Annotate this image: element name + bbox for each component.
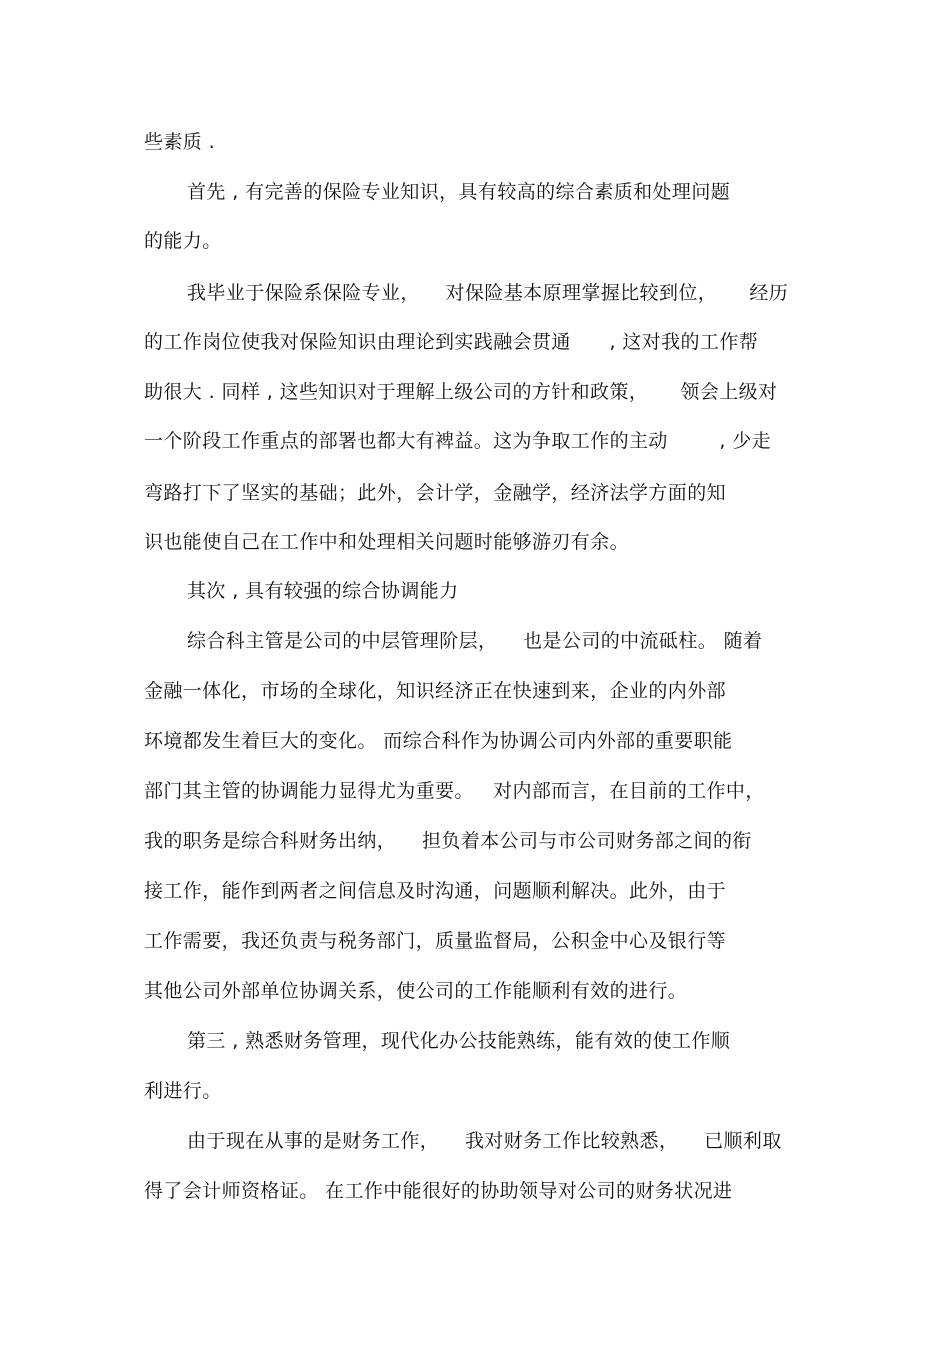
text-line: 些素质 .	[144, 131, 216, 153]
text-line: 部门其主管的协调能力显得尤为重要。 对内部而言，在目前的工作中，	[144, 780, 765, 802]
text-line: 综合科主管是公司的中层管理阶层， 也是公司的中流砥柱。 随着	[187, 630, 763, 652]
text-line: 我毕业于保险系保险专业， 对保险基本原理掌握比较到位， 经历	[187, 282, 789, 304]
text-line: 助很大 . 同样 , 这些知识对于理解上级公司的方针和政策， 领会上级对	[144, 381, 778, 403]
text-line: 一个阶段工作重点的部署也都大有裨益。这为争取工作的主动 , 少走	[144, 430, 771, 452]
text-line: 首先 , 有完善的保险专业知识，具有较高的综合素质和处理问题	[187, 181, 731, 203]
text-line: 工作需要，我还负责与税务部门，质量监督局，公积金中心及银行等	[144, 930, 727, 952]
text-line: 我的职务是综合科财务出纳， 担负着本公司与市公司财务部之间的衔	[144, 830, 752, 852]
text-line: 的能力。	[144, 230, 222, 252]
text-line: 识也能使自己在工作中和处理相关问题时能够游刃有余。	[144, 531, 630, 553]
text-line: 环境都发生着巨大的变化。 而综合科作为协调公司内外部的重要职能	[144, 730, 733, 752]
text-line: 其他公司外部单位协调关系，使公司的工作能顺利有效的进行。	[144, 980, 688, 1002]
text-line: 弯路打下了坚实的基础；此外，会计学，金融学，经济法学方面的知	[144, 482, 727, 504]
text-line: 第三 , 熟悉财务管理，现代化办公技能熟练，能有效的使工作顺	[187, 1030, 731, 1052]
text-line: 其次 , 具有较强的综合协调能力	[187, 580, 459, 602]
text-line: 接工作，能作到两者之间信息及时沟通，问题顺利解决。此外，由于	[144, 880, 727, 902]
text-line: 利进行。	[144, 1080, 222, 1102]
text-line: 的工作岗位使我对保险知识由理论到实践融会贯通 , 这对我的工作帮	[144, 331, 759, 353]
text-line: 由于现在从事的是财务工作， 我对财务工作比较熟悉， 已顺利取	[187, 1130, 782, 1152]
text-line: 得了会计师资格证。 在工作中能很好的协助领导对公司的财务状况进	[144, 1180, 733, 1202]
text-line: 金融一体化，市场的全球化，知识经济正在快速到来，企业的内外部	[144, 680, 727, 702]
